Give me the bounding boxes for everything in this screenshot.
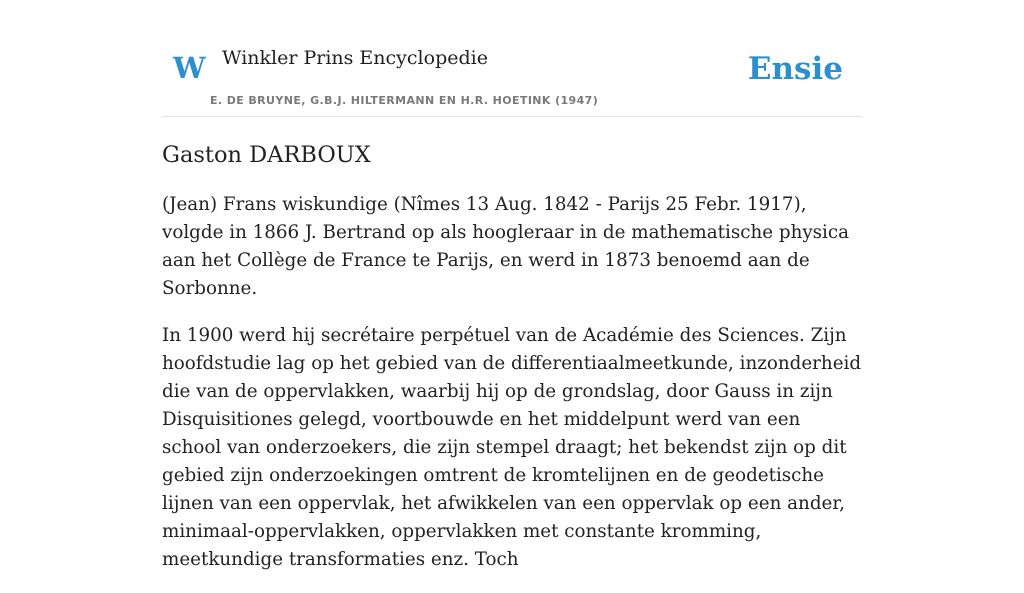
ensie-logo-link[interactable]: Ensie [747, 51, 843, 87]
publication-title[interactable]: Winkler Prins Encyclopedie [222, 47, 488, 69]
publication-logo[interactable]: W [173, 51, 205, 85]
publication-authors: E. DE BRUYNE, G.B.J. HILTERMANN EN H.R. HOETINK (1947) [210, 94, 599, 107]
site-header [162, 0, 862, 117]
article-paragraph: In 1900 werd hij secrétaire perpétuel van de Académie des Sciences. Zijn hoofdstudie lag op het gebied van de differentiaalmeetkunde, inzonderheid die van de oppervlakken, waarbij hij op de grondslag, door Gauss in zijn Disquisitiones gelegd, voortbouwde en het middelpunt werd van een school van onderzoekers, die zijn stempel draagt; het bekendst zijn op dit gebied zijn onderzoekingen omtrent de kromtelijnen en de geodetische lijnen van een oppervlak, het afwikkelen van een oppervlak op een ander, minimaal-oppervlakken, oppervlakken met constante kromming, meetkundige transformaties enz. Toch [162, 325, 862, 570]
article-paragraph: (Jean) Frans wiskundige (Nîmes 13 Aug. 1842 - Parijs 25 Febr. 1917), volgde in 1866 J. Bertrand op als hoogleraar in de mathematische physica aan het Collège de France te Parijs, en werd in 1873 benoemd aan de Sorbonne. [162, 194, 850, 299]
article [162, 138, 864, 593]
article-title: Gaston DARBOUX [162, 142, 371, 168]
